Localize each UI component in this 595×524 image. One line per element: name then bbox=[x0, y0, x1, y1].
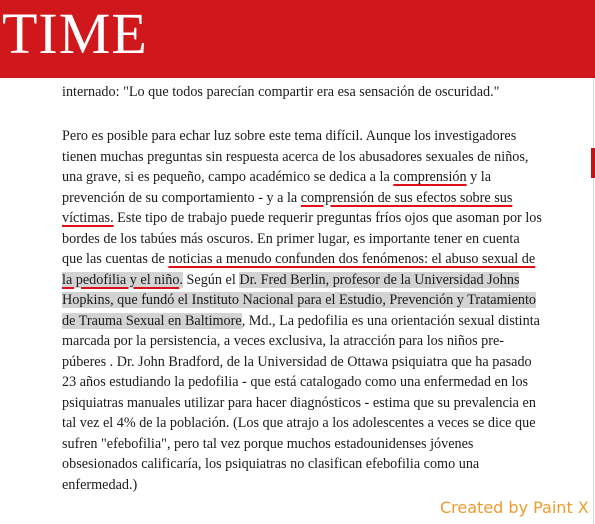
text-span: una grave, si es pequeño, campo académico se dedica a la bbox=[62, 169, 394, 185]
text-span: Según el bbox=[182, 271, 240, 288]
underlined-phrase: víctimas. bbox=[62, 210, 114, 226]
underlined-phrase: noticias a menudo confunden dos fenómenos: el abuso sexual de bbox=[168, 251, 536, 267]
text-span: psiquiatras manuales utilizar para hacer diagnósticos - estima que su prevalencia en bbox=[62, 394, 536, 411]
highlighted-phrase: . bbox=[179, 271, 183, 288]
text-span: tienen muchas preguntas sin respuesta acerca de los abusadores sexuales de niños, bbox=[62, 148, 529, 165]
text-span: obsesionados calificaría, los psiquiatras no clasifican efebofilia como una bbox=[62, 456, 480, 472]
text-line bbox=[62, 372, 590, 393]
time-logo[interactable]: TIME bbox=[2, 1, 148, 66]
text-line bbox=[62, 434, 590, 455]
text-span: , Md., La pedofilia es una orientación sexual distinta bbox=[241, 312, 540, 329]
text-span: 23 años estudiando la pedofilia - que está catalogado como una enfermedad en los bbox=[62, 374, 529, 390]
text-line bbox=[62, 249, 590, 270]
text-span: prevención de su comportamiento - y a la bbox=[62, 189, 301, 206]
text-line bbox=[62, 167, 590, 188]
text-line: internado: "Lo que todos parecían compartir era esa sensación de oscuridad." bbox=[62, 84, 500, 100]
text-span: enfermedad.) bbox=[62, 476, 138, 493]
text-line bbox=[62, 229, 590, 250]
text-span: Pero es posible para echar luz sobre este tema difícil. Aunque los investigadores bbox=[62, 128, 517, 144]
sidebar-accent bbox=[591, 148, 595, 178]
text-line bbox=[62, 290, 590, 311]
text-span: y la bbox=[466, 169, 492, 185]
watermark-text: Created by Paint X bbox=[440, 498, 589, 517]
text-line bbox=[62, 413, 590, 434]
text-line bbox=[62, 270, 590, 291]
underlined-phrase: comprensión bbox=[393, 169, 467, 185]
underlined-phrase: la pedofilia y el niño bbox=[62, 271, 180, 288]
text-span: bordes de los tabúes más oscuros. En primer lugar, es importante tener en cuenta bbox=[62, 230, 520, 247]
text-span: sufren "efebofilia", pero tal vez porque muchos estadounidenses jóvenes bbox=[62, 435, 474, 452]
text-line bbox=[62, 331, 590, 352]
underlined-phrase: comprensión de sus efectos sobre sus bbox=[300, 189, 513, 206]
highlighted-phrase: Hopkins, que fundó el Instituto Nacional para el Estudio, Prevención y Tratamiento bbox=[62, 292, 537, 308]
text-line bbox=[62, 475, 590, 496]
page-edge-divider bbox=[593, 78, 594, 524]
text-span: púberes . Dr. John Bradford, de la Universidad de Ottawa psiquiatra que ha pasado bbox=[62, 353, 532, 370]
text-line bbox=[62, 126, 590, 147]
text-line bbox=[62, 311, 590, 332]
highlighted-phrase: Dr. Fred Berlin, profesor de la Universidad Johns bbox=[239, 271, 520, 288]
article-paragraph-1 bbox=[62, 82, 590, 103]
text-line bbox=[62, 208, 590, 229]
text-span: Este tipo de trabajo puede requerir preguntas fríos ojos que asoman por los bbox=[113, 210, 542, 226]
text-line bbox=[62, 147, 590, 168]
text-line bbox=[62, 352, 590, 373]
text-span: que las cuentas de bbox=[62, 251, 169, 267]
highlighted-phrase: de Trauma Sexual en Baltimore bbox=[62, 312, 242, 329]
text-line bbox=[62, 393, 590, 414]
masthead bbox=[0, 0, 595, 78]
text-line bbox=[62, 188, 590, 209]
text-span: tal vez el 4% de la población. (Los que atrajo a los adolescentes a veces se dice que bbox=[62, 415, 536, 431]
article-paragraph-2 bbox=[62, 126, 590, 495]
text-span: marcada por la persistencia, a veces exclusiva, la atracción para los niños pre- bbox=[62, 333, 504, 349]
text-line bbox=[62, 454, 590, 475]
